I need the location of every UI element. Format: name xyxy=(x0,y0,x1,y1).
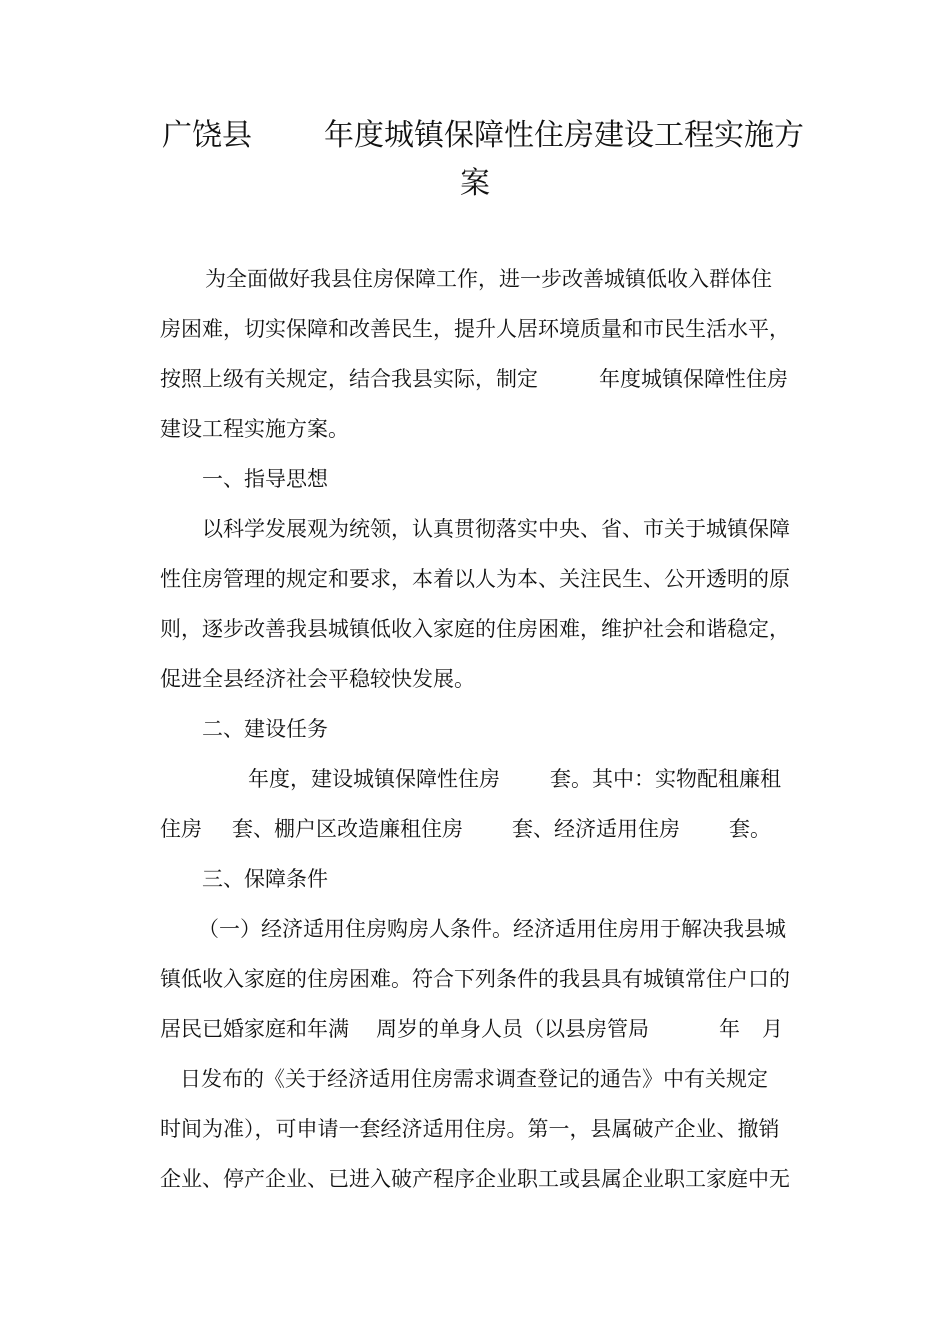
task-line-2d: 套。 xyxy=(729,817,771,841)
cond-line-4: 日发布的《关于经济适用住房需求调查登记的通告》中有关规定 xyxy=(180,1067,768,1091)
cond-line-6: 企业、停产企业、已进入破产程序企业职工或县属企业职工家庭中无 xyxy=(160,1167,790,1191)
intro-line-3b: 年度城镇保障性住房 xyxy=(599,367,788,391)
task-line-2b: 套、棚户区改造廉租住房 xyxy=(232,817,463,841)
intro-line-1: 为全面做好我县住房保障工作，进一步改善城镇低收入群体住 xyxy=(205,267,772,291)
cond-line-3a: 居民已婚家庭和年满 xyxy=(160,1017,349,1041)
intro-line-2: 房困难，切实保障和改善民生，提升人居环境质量和市民生活水平， xyxy=(160,317,790,341)
intro-line-4: 建设工程实施方案。 xyxy=(160,417,349,441)
task-line-2c: 套、经济适用住房 xyxy=(512,817,680,841)
guide-line-4: 促进全县经济社会平稳较快发展。 xyxy=(160,667,475,691)
heading-security-conditions: 三、保障条件 xyxy=(202,867,328,891)
title-continuation: 案 xyxy=(460,166,490,201)
cond-line-3c: 年 xyxy=(719,1017,740,1041)
task-line-2a: 住房 xyxy=(160,817,202,841)
heading-guiding-ideology: 一、指导思想 xyxy=(202,467,328,491)
cond-line-1: （一）经济适用住房购房人条件。经济适用住房用于解决我县城 xyxy=(198,917,786,941)
intro-line-3a: 按照上级有关规定，结合我县实际，制定 xyxy=(160,367,538,391)
title-county: 广饶县 xyxy=(162,118,252,153)
guide-line-1: 以科学发展观为统领，认真贯彻落实中央、省、市关于城镇保障 xyxy=(202,517,790,541)
cond-line-3b: 周岁的单身人员（以县房管局 xyxy=(376,1017,649,1041)
cond-line-3d: 月 xyxy=(762,1017,783,1041)
task-line-1b: 套。其中：实物配租廉租 xyxy=(550,767,781,791)
cond-line-2: 镇低收入家庭的住房困难。符合下列条件的我县具有城镇常住户口的 xyxy=(160,967,790,991)
task-line-1a: 年度，建设城镇保障性住房 xyxy=(248,767,500,791)
title-main: 年度城镇保障性住房建设工程实施方 xyxy=(324,118,804,153)
guide-line-2: 性住房管理的规定和要求，本着以人为本、关注民生、公开透明的原 xyxy=(160,567,790,591)
heading-construction-tasks: 二、建设任务 xyxy=(202,717,328,741)
cond-line-5: 时间为准），可申请一套经济适用住房。第一，县属破产企业、撤销 xyxy=(160,1117,780,1141)
guide-line-3: 则，逐步改善我县城镇低收入家庭的住房困难，维护社会和谐稳定， xyxy=(160,617,790,641)
